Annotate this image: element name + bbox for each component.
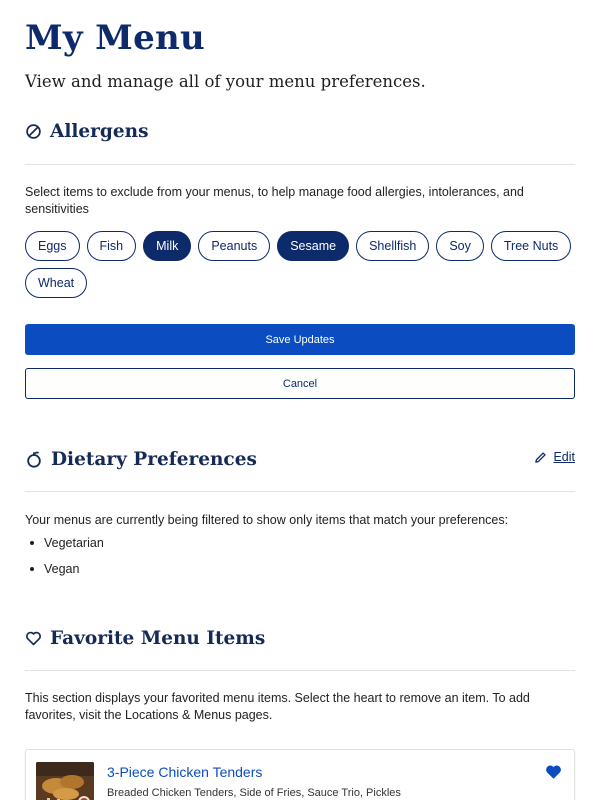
allergen-chip-sesame[interactable]: Sesame [277,231,349,261]
cancel-button[interactable]: Cancel [25,368,575,399]
apple-icon [25,450,43,469]
allergen-chip-peanuts[interactable]: Peanuts [198,231,270,261]
dietary-preference-list [25,536,104,588]
allergen-chip-wheat[interactable]: Wheat [25,268,87,298]
allergens-description: Select items to exclude from your menus, to help manage food allergies, intolerances, and sensitivities [25,185,524,216]
chicken-tenders-image [36,762,94,800]
allergen-chip-milk[interactable]: Milk [143,231,191,261]
save-updates-button[interactable]: Save Updates [25,324,575,355]
page-subtitle: View and manage all of your menu preferences. [25,72,426,91]
allergen-chip-eggs[interactable]: Eggs [25,231,80,261]
page-title: My Menu [25,18,206,58]
dietary-preference-item: Vegetarian [25,536,104,562]
pencil-icon [534,451,547,464]
allergen-chip-fish[interactable]: Fish [87,231,137,261]
heart-filled-icon[interactable] [545,764,562,780]
favorites-description: This section displays your favorited menu items. Select the heart to remove an item. To add favorites, visit the Locations & Menus pages. [25,691,530,722]
heart-outline-icon [25,630,42,647]
dietary-preference-item: Vegan [25,562,104,588]
dietary-description: Your menus are currently being filtered to show only items that match your preferences: [25,513,509,527]
dietary-header [25,449,575,470]
allergen-chip-tree-nuts[interactable]: Tree Nuts [491,231,571,261]
allergen-chip-soy[interactable]: Soy [436,231,484,261]
allergen-chip-shellfish[interactable]: Shellfish [356,231,429,261]
prohibited-icon [25,123,42,140]
allergen-chip-list [25,231,575,298]
favorite-item-name[interactable]: 3-Piece Chicken Tenders [107,764,263,780]
favorite-item-details: Breaded Chicken Tenders, Side of Fries, Sauce Trio, Pickles [107,787,401,799]
dietary-divider [25,491,575,492]
edit-label: Edit [553,450,575,464]
favorite-item-card [25,749,575,800]
dietary-heading: Dietary Preferences [51,449,257,470]
allergens-heading: Allergens [50,121,149,142]
favorites-divider [25,670,575,671]
dietary-edit-link[interactable] [534,450,575,464]
favorites-heading: Favorite Menu Items [50,628,266,649]
food-thumbnail [36,762,94,800]
allergens-divider [25,164,575,165]
favorites-header [25,628,575,649]
allergens-header [25,121,575,142]
